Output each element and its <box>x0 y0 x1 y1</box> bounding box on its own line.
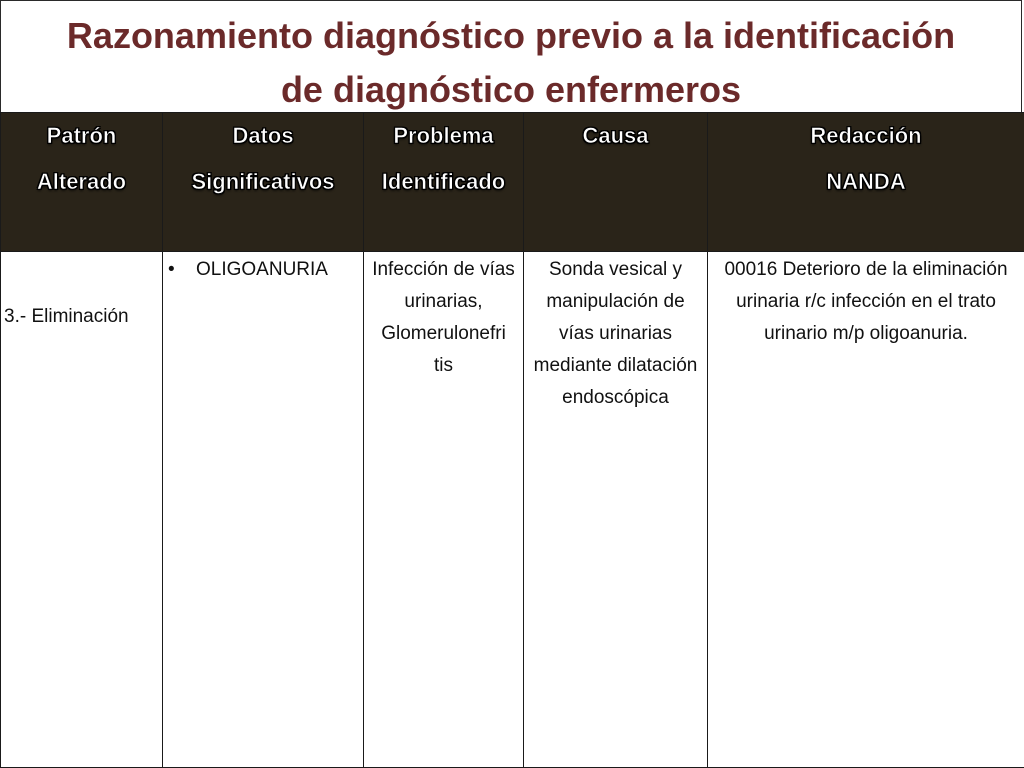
title-line-2: de diagnóstico enfermeros <box>280 69 742 110</box>
problem-text: Infección de vías urinarias, Glomerulonefri tis <box>372 259 515 376</box>
header-data-line-1: Datos <box>232 123 294 148</box>
cell-nanda <box>708 252 1024 768</box>
header-data <box>163 113 364 252</box>
header-problem-line-1: Problema <box>393 123 494 148</box>
bullet-icon: • <box>168 259 175 280</box>
title-line-1: Razonamiento diagnóstico previo a la identificación <box>66 15 956 56</box>
bullet-item <box>163 252 363 286</box>
data-text: OLIGOANURIA <box>196 259 328 280</box>
cause-text: Sonda vesical y manipulación de vías urinarias mediante dilatación endoscópica <box>533 259 698 408</box>
header-pattern-line-1: Patrón <box>46 123 117 148</box>
cell-pattern <box>1 252 163 768</box>
table-row <box>1 252 1024 768</box>
header-problem-line-2: Identificado <box>381 169 506 194</box>
header-cause-line-1: Causa <box>582 123 649 148</box>
header-problem <box>364 113 524 252</box>
diagnosis-table <box>0 112 1024 768</box>
header-cause <box>524 113 708 252</box>
cell-cause <box>524 252 708 768</box>
nanda-text: 00016 Deterioro de la eliminación urinaria r/c infección en el trato urinario m/p oligoanuria. <box>724 259 1008 344</box>
pattern-text: 3.- Eliminación <box>4 306 129 327</box>
cell-problem <box>364 252 524 768</box>
table-header-row <box>1 113 1024 252</box>
cell-data <box>163 252 364 768</box>
title-box <box>0 0 1022 112</box>
header-data-line-2: Significativos <box>191 169 335 194</box>
slide-title <box>1 1 1021 117</box>
header-nanda-line-1: Redacción <box>810 123 922 148</box>
header-nanda-line-2: NANDA <box>826 169 906 194</box>
header-pattern-line-2: Alterado <box>36 169 127 194</box>
header-pattern <box>1 113 163 252</box>
header-nanda <box>708 113 1024 252</box>
